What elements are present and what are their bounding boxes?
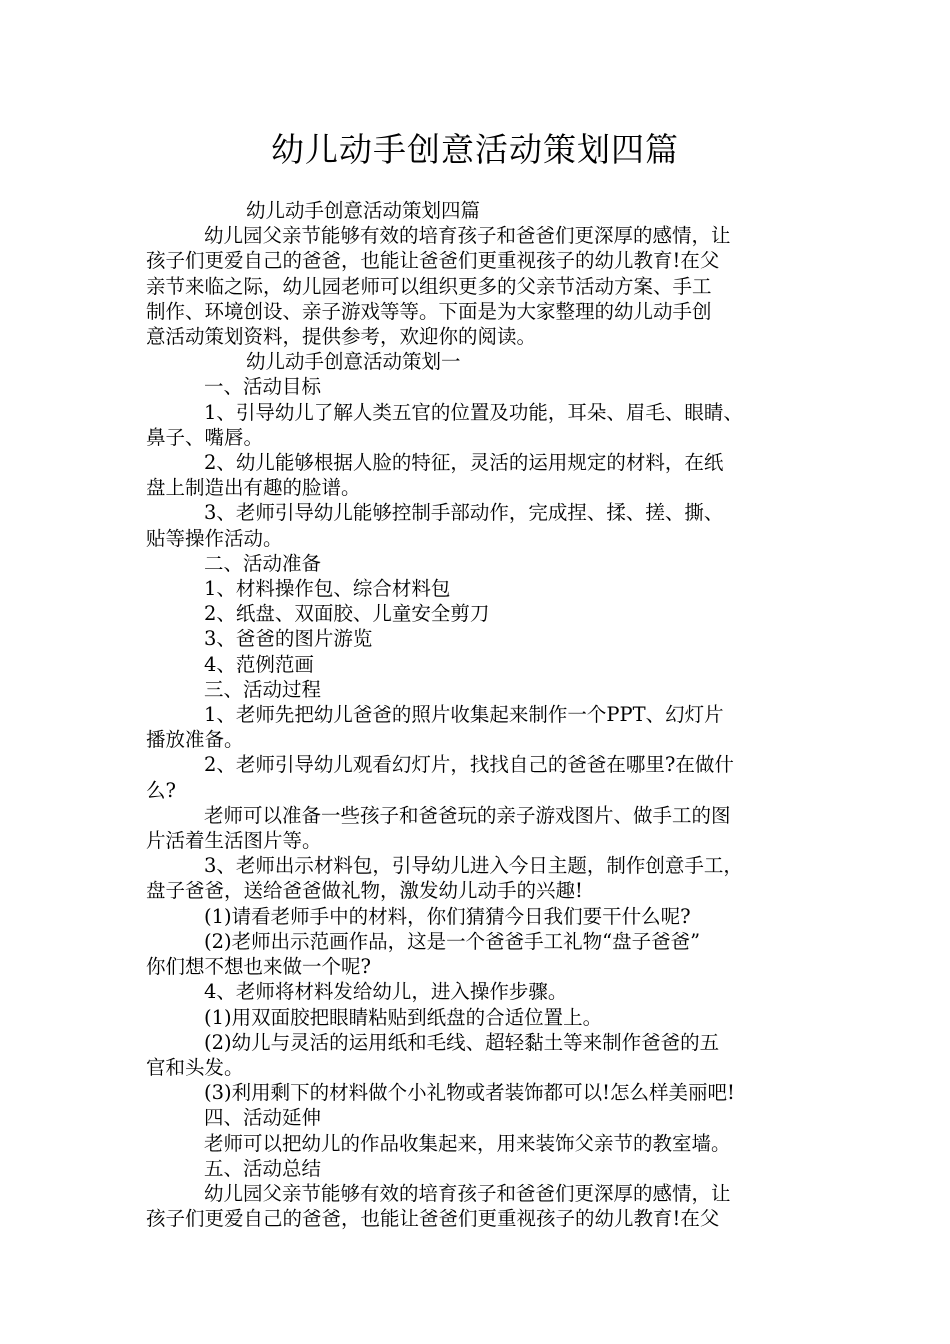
document-body [146, 198, 816, 1231]
text-line: (1)用双面胶把眼睛粘贴到纸盘的合适位置上。 [204, 1005, 603, 1029]
text-line: (2)幼儿与灵活的运用纸和毛线、超轻黏土等来制作爸爸的五 [204, 1030, 720, 1054]
text-line: 贴等操作活动。 [146, 526, 283, 550]
text-line: 一、活动目标 [204, 375, 322, 399]
text-line: 幼儿动手创意活动策划四篇 [246, 199, 481, 222]
text-line: 3、爸爸的图片游览 [204, 627, 373, 651]
text-line: 三、活动过程 [204, 677, 322, 701]
text-line: 官和头发。 [146, 1055, 244, 1079]
text-line: 1、老师先把幼儿爸爸的照片收集起来制作一个PPT、幻灯片 [204, 703, 724, 727]
text-line: 1、引导幼儿了解人类五官的位置及功能，耳朵、眉毛、眼睛、 [204, 400, 743, 424]
text-line: 你们想不想也来做一个呢? [146, 955, 371, 979]
text-line: 孩子们更爱自己的爸爸，也能让爸爸们更重视孩子的幼儿教育!在父 [146, 249, 720, 273]
text-line: 么? [146, 778, 176, 802]
text-line: 老师可以准备一些孩子和爸爸玩的亲子游戏图片、做手工的图 [204, 803, 731, 827]
text-line: 3、老师出示材料包，引导幼儿进入今日主题，制作创意手工， [204, 854, 743, 878]
text-line: 2、幼儿能够根据人脸的特征，灵活的运用规定的材料，在纸 [204, 451, 724, 475]
text-line: 幼儿园父亲节能够有效的培育孩子和爸爸们更深厚的感情，让 [204, 224, 731, 248]
document-title: 幼儿动手创意活动策划四篇 [271, 130, 679, 169]
text-line: 1、材料操作包、综合材料包 [204, 577, 451, 601]
text-line: 四、活动延伸 [204, 1106, 322, 1130]
text-line: 2、老师引导幼儿观看幻灯片，找找自己的爸爸在哪里?在做什 [204, 753, 734, 777]
text-line: 4、老师将材料发给幼儿，进入操作步骤。 [204, 980, 568, 1004]
text-line: 片活着生活图片等。 [146, 829, 322, 853]
text-line: 五、活动总结 [204, 1156, 322, 1180]
text-line: 4、范例范画 [204, 652, 314, 676]
text-line: 盘上制造出有趣的脸谱。 [146, 476, 361, 500]
text-line: (2)老师出示范画作品，这是一个爸爸手工礼物“盘子爸爸” [204, 929, 701, 953]
text-line: 亲节来临之际，幼儿园老师可以组织更多的父亲节活动方案、手工 [146, 274, 712, 298]
text-line: (1)请看老师手中的材料，你们猜猜今日我们要干什么呢? [204, 904, 691, 928]
text-line: 3、老师引导幼儿能够控制手部动作，完成捏、揉、搓、撕、 [204, 501, 724, 525]
text-line: 盘子爸爸，送给爸爸做礼物，激发幼儿动手的兴趣! [146, 879, 583, 903]
text-line: 鼻子、嘴唇。 [146, 425, 264, 449]
text-line: 孩子们更爱自己的爸爸，也能让爸爸们更重视孩子的幼儿教育!在父 [146, 1207, 720, 1231]
text-line: 幼儿动手创意活动策划一 [246, 350, 461, 374]
text-line: 制作、环境创设、亲子游戏等等。下面是为大家整理的幼儿动手创 [146, 299, 712, 323]
text-line: 老师可以把幼儿的作品收集起来，用来装饰父亲节的教室墙。 [204, 1131, 731, 1155]
text-line: 播放准备。 [146, 728, 244, 752]
text-line: (3)利用剩下的材料做个小礼物或者装饰都可以!怎么样美丽吧! [204, 1081, 735, 1105]
text-line: 幼儿园父亲节能够有效的培育孩子和爸爸们更深厚的感情，让 [204, 1181, 731, 1205]
text-line: 二、活动准备 [204, 551, 322, 575]
text-line: 2、纸盘、双面胶、儿童安全剪刀 [204, 602, 490, 626]
text-line: 意活动策划资料，提供参考，欢迎你的阅读。 [146, 325, 537, 349]
